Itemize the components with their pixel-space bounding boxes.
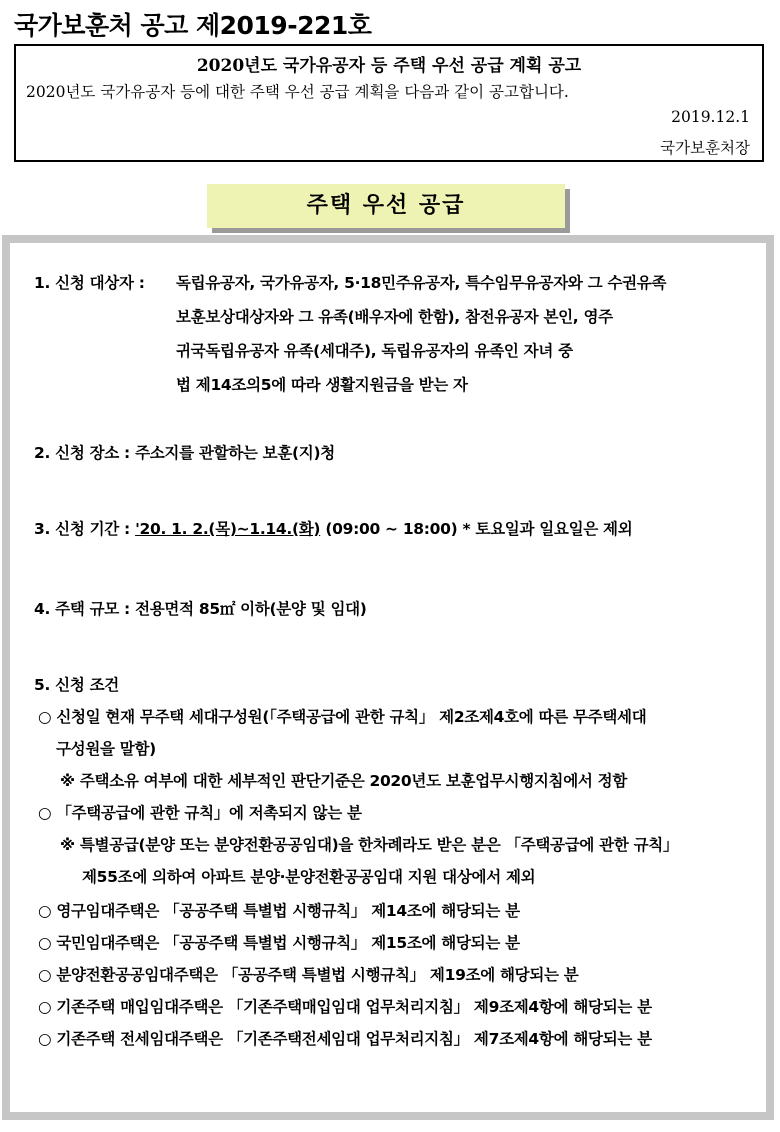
item-size-text: 전용면적 85㎡ 이하(분양 및 임대) xyxy=(135,600,367,618)
condition-line: ○ 기존주택 전세임대주택은 「기존주택전세임대 업무처리지침」 제7조제4항에 해당되는 분 xyxy=(38,1030,652,1048)
section-banner: 주택 우선 공급 xyxy=(207,184,565,228)
announcement-header-box xyxy=(14,44,764,162)
condition-line: ○ 영구임대주택은 「공공주택 특별법 시행규칙」 제14조에 해당되는 분 xyxy=(38,902,520,920)
condition-line: 구성원을 말함) xyxy=(56,740,156,758)
condition-line: ○ 기존주택 매입임대주택은 「기존주택매입임대 업무처리지침」 제9조제4항에 해당되는 분 xyxy=(38,998,652,1016)
announcement-signer: 국가보훈처장 xyxy=(660,139,750,157)
condition-note: ※ 주택소유 여부에 대한 세부적인 판단기준은 2020년도 보훈업무시행지침에서 정함 xyxy=(60,772,628,790)
item-applicant-line: 보훈보상대상자와 그 유족(배우자에 한함), 참전유공자 본인, 영주 xyxy=(176,308,613,326)
item-applicant-line: 법 제14조의5에 따라 생활지원금을 받는 자 xyxy=(176,376,468,394)
condition-note: ※ 특별공급(분양 또는 분양전환공공임대)을 한차례라도 받은 분은 「주택공급에 관한 규칙」 xyxy=(60,836,679,854)
item-place-text: 주소지를 관할하는 보훈(지)청 xyxy=(135,444,335,462)
item-period-dates: '20. 1. 2.(목)~1.14.(화) xyxy=(135,520,321,538)
item-period-rest: (09:00 ~ 18:00) * 토요일과 일요일은 제외 xyxy=(320,520,633,538)
announcement-title: 2020년도 국가유공자 등 주택 우선 공급 계획 공고 xyxy=(196,56,582,76)
item-period xyxy=(34,517,632,539)
condition-note: 제55조에 의하여 아파트 분양·분양전환공공임대 지원 대상에서 제외 xyxy=(82,868,536,886)
item-place-label: 2. 신청 장소 : xyxy=(34,444,136,462)
item-size xyxy=(34,597,367,619)
condition-line: ○ 신청일 현재 무주택 세대구성원(「주택공급에 관한 규칙」 제2조제4호에 따른 무주택세대 xyxy=(38,708,647,726)
announcement-body: 2020년도 국가유공자 등에 대한 주택 우선 공급 계획을 다음과 같이 공고합니다. xyxy=(26,83,569,101)
item-size-label: 4. 주택 규모 : xyxy=(34,600,136,618)
item-place xyxy=(34,441,335,463)
notice-number: 국가보훈처 공고 제2019-221호 xyxy=(14,11,372,40)
announcement-date: 2019.12.1 xyxy=(671,108,750,126)
item-period-label: 3. 신청 기간 : xyxy=(34,520,136,538)
condition-line: ○ 「주택공급에 관한 규칙」에 저촉되지 않는 분 xyxy=(38,804,362,822)
item-applicant-label: 1. 신청 대상자 : xyxy=(34,274,145,292)
item-applicant-line: 귀국독립유공자 유족(세대주), 독립유공자의 유족인 자녀 중 xyxy=(176,342,573,360)
condition-line: ○ 분양전환공공임대주택은 「공공주택 특별법 시행규칙」 제19조에 해당되는 분 xyxy=(38,966,579,984)
condition-line: ○ 국민임대주택은 「공공주택 특별법 시행규칙」 제15조에 해당되는 분 xyxy=(38,934,520,952)
content-box xyxy=(2,235,774,1120)
item-conditions-label: 5. 신청 조건 xyxy=(34,676,119,694)
item-applicant-line: 독립유공자, 국가유공자, 5·18민주유공자, 특수임무유공자와 그 수권유족 xyxy=(176,274,667,292)
